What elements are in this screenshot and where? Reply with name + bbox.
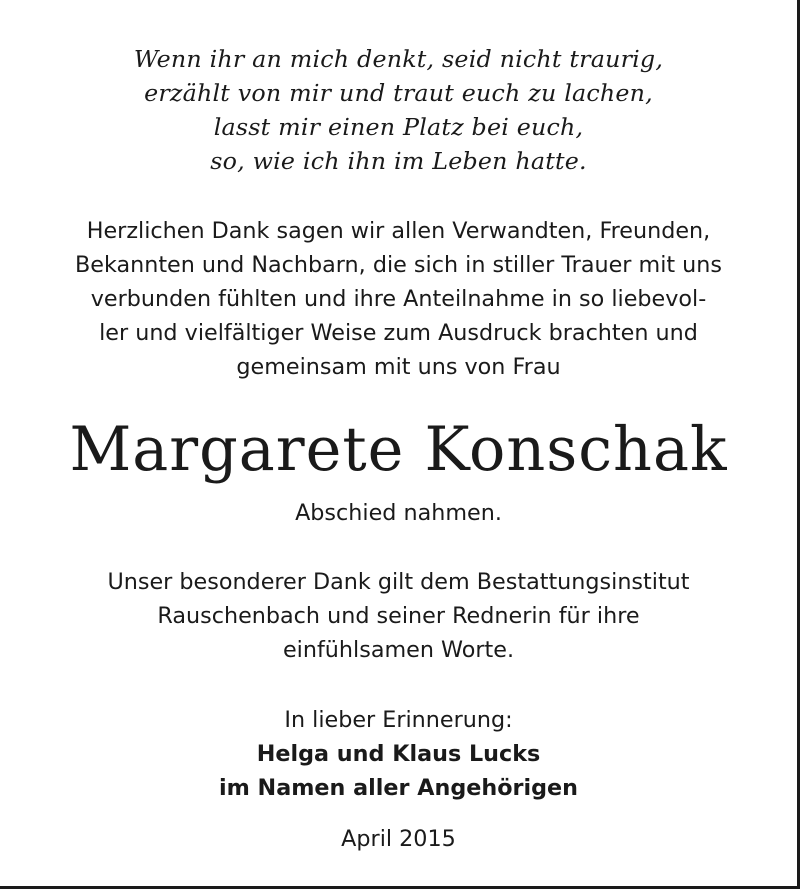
special-thanks-line-3: einfühlsamen Worte.	[282, 637, 515, 663]
poem-line-1: Wenn ihr an mich denkt, seid nicht traurig,	[133, 45, 664, 73]
notice-date: April 2015	[341, 826, 456, 852]
signature-on-behalf: im Namen aller Angehörigen	[218, 775, 579, 801]
thanks-line-1: Herzlichen Dank sagen wir allen Verwandten, Freunden,	[86, 218, 711, 244]
thanks-line-5: gemeinsam mit uns von Frau	[236, 354, 561, 380]
deceased-name: Margarete Konschak	[69, 415, 728, 485]
poem-line-4: so, wie ich ihn im Leben hatte.	[210, 147, 587, 175]
special-thanks-line-1: Unser besonderer Dank gilt dem Bestattungsinstitut	[107, 569, 690, 595]
signature-names: Helga und Klaus Lucks	[256, 741, 541, 767]
thanks-line-3: verbunden fühlten und ihre Anteilnahme in so liebevol-	[90, 286, 707, 312]
farewell-text: Abschied nahmen.	[295, 500, 502, 526]
poem-line-3: lasst mir einen Platz bei euch,	[213, 113, 584, 141]
thanks-line-4: ler und vielfältiger Weise zum Ausdruck brachten und	[99, 320, 698, 346]
thanks-line-2: Bekannten und Nachbarn, die sich in stiller Trauer mit uns	[74, 252, 723, 278]
special-thanks-line-2: Rauschenbach und seiner Rednerin für ihre	[157, 603, 640, 629]
poem-line-2: erzählt von mir und traut euch zu lachen,	[144, 79, 653, 107]
signature-intro: In lieber Erinnerung:	[284, 707, 513, 733]
